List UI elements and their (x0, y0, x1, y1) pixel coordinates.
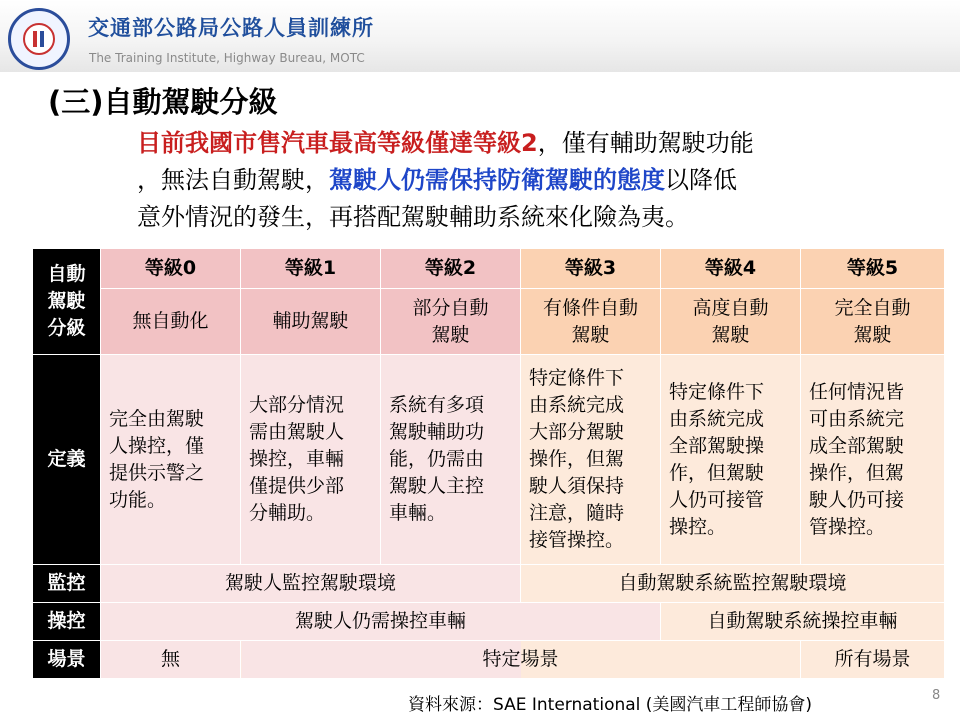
level-1: 等級1 (241, 249, 381, 289)
level-name-5 (801, 289, 945, 355)
cell-line: 大部分情況 (249, 394, 345, 416)
table-row (33, 565, 945, 603)
paragraph-line-2 (137, 162, 949, 199)
automation-levels-table (32, 248, 945, 679)
org-english-name: The Training Institute, Highway Bureau, MOTC (89, 51, 365, 65)
logo-blue-bar (40, 31, 44, 47)
definition-0 (101, 355, 241, 565)
cell-line: 駕駛 (431, 323, 470, 346)
table-row (33, 289, 945, 355)
cell-line: 由系統完成 (669, 407, 765, 430)
line2-end: 以降低 (665, 166, 737, 194)
cell-line: 完全由駕駛 (109, 407, 205, 430)
cell-line: 無自動化 (132, 310, 209, 332)
row-head-monitor: 監控 (33, 565, 101, 603)
org-name: 交通部公路局公路人員訓練所 (88, 16, 374, 40)
paragraph-line-1 (137, 125, 949, 162)
control-system: 自動駕駛系統操控車輛 (661, 603, 945, 641)
source-citation: 資料來源：SAE International (美國汽車工程師協會) (408, 695, 813, 715)
cell-line: 成全部駕駛 (809, 434, 905, 457)
monitor-driver: 駕駛人監控駕駛環境 (101, 565, 521, 603)
cell-line: 駕駛 (571, 323, 610, 346)
definition-4 (661, 355, 801, 565)
highlight-blue: 駕駛人仍需保持防衛駕駛的態度 (329, 166, 665, 194)
table-row (33, 249, 945, 289)
row-head-scene: 場景 (33, 641, 101, 679)
cell-line: 輔助駕駛 (272, 310, 349, 332)
intro-paragraph (137, 125, 949, 236)
definition-1 (241, 355, 381, 565)
cell-line: 由系統完成 (529, 394, 625, 416)
cell-line: 功能。 (109, 488, 167, 511)
cell-line: 駛人仍可接 (809, 488, 905, 511)
cell-line: 操控。 (669, 515, 727, 538)
cell-line: 高度自動 (692, 296, 769, 319)
cell-line: 人操控，僅 (109, 434, 205, 457)
level-name-3 (521, 289, 661, 355)
cell-line: 完全自動 (834, 296, 911, 319)
highlight-red: 目前我國市售汽車最高等級僅達等級2 (137, 129, 538, 157)
page-number: 8 (932, 688, 941, 703)
cell-line: 駕駛 (47, 290, 86, 312)
level-0: 等級0 (101, 249, 241, 289)
cell-line: 全部駕駛操 (669, 434, 765, 457)
cell-line: 大部分駕駛 (529, 421, 625, 443)
level-2: 等級2 (381, 249, 521, 289)
cell-line: 操控，車輛 (249, 448, 345, 470)
level-4: 等級4 (661, 249, 801, 289)
control-driver: 駕駛人仍需操控車輛 (101, 603, 661, 641)
cell-line: 駕駛 (853, 323, 892, 346)
cell-line: 任何情況皆 (809, 380, 905, 403)
cell-line: 操作，但駕 (529, 448, 625, 470)
level-name-1 (241, 289, 381, 355)
cell-line: 有條件自動 (542, 296, 638, 319)
cell-line: 可由系統完 (809, 407, 905, 430)
cell-line: 接管操控。 (529, 529, 625, 551)
cell-line: 駕駛 (711, 323, 750, 346)
table-row (33, 603, 945, 641)
paragraph-line-3: 意外情況的發生，再搭配駕駛輔助系統來化險為夷。 (137, 203, 689, 231)
cell-line: 特定條件下 (669, 380, 765, 403)
cell-line: 僅提供少部 (249, 475, 345, 497)
table-row (33, 641, 945, 679)
slide-title: (三)自動駕駛分級 (48, 85, 278, 119)
row-head-control: 操控 (33, 603, 101, 641)
scene-all: 所有場景 (801, 641, 945, 679)
logo-inner-ring (23, 23, 55, 55)
slide-header (0, 0, 960, 72)
row-head-level (33, 249, 101, 355)
row-head-definition: 定義 (33, 355, 101, 565)
cell-line: 能，仍需由 (389, 448, 485, 470)
cell-line: 注意，隨時 (529, 502, 625, 524)
cell-line: 作，但駕駛 (669, 461, 765, 484)
cell-line: 車輛。 (389, 502, 447, 524)
cell-line: 系統有多項 (389, 394, 485, 416)
line1-rest: ，僅有輔助駕駛功能 (537, 129, 754, 157)
scene-none: 無 (101, 641, 241, 679)
table-row (33, 355, 945, 565)
cell-line: 提供示警之 (109, 461, 205, 484)
level-name-0 (101, 289, 241, 355)
definition-5 (801, 355, 945, 565)
monitor-system: 自動駕駛系統監控駕駛環境 (521, 565, 945, 603)
cell-line: 人仍可接管 (669, 488, 765, 511)
cell-line: 特定條件下 (529, 367, 625, 389)
cell-line: 分級 (47, 317, 86, 339)
definition-2 (381, 355, 521, 565)
scene-specific: 特定場景 (241, 641, 801, 679)
cell-line: 駕駛人主控 (389, 475, 485, 497)
cell-line: 分輔助。 (249, 502, 326, 524)
line2-start: ，無法自動駕駛， (137, 166, 329, 194)
cell-line: 需由駕駛人 (249, 421, 345, 443)
definition-3 (521, 355, 661, 565)
cell-line: 操作，但駕 (809, 461, 905, 484)
logo-red-bar (33, 31, 37, 47)
level-name-2 (381, 289, 521, 355)
institute-logo (8, 8, 70, 70)
level-5: 等級5 (801, 249, 945, 289)
cell-line: 駛人須保持 (529, 475, 625, 497)
level-3: 等級3 (521, 249, 661, 289)
cell-line: 駕駛輔助功 (389, 421, 485, 443)
cell-line: 管操控。 (809, 515, 886, 538)
cell-line: 部分自動 (412, 296, 489, 319)
level-name-4 (661, 289, 801, 355)
cell-line: 自動 (47, 263, 86, 285)
